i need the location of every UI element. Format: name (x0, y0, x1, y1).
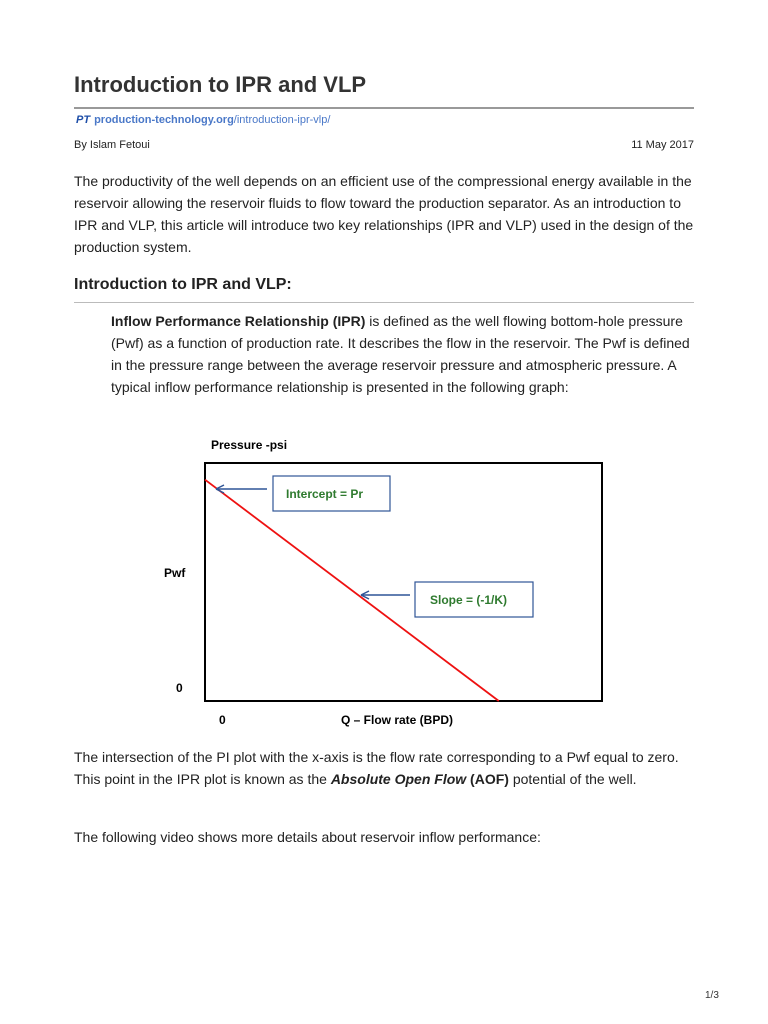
ipr-term: Inflow Performance Relationship (IPR) (111, 313, 366, 329)
ipr-paragraph (111, 310, 701, 398)
video-intro: The following video shows more details about reservoir inflow performance: (74, 829, 541, 845)
aof-abbr: (AOF) (470, 771, 509, 787)
title-divider (74, 107, 694, 109)
slope-label: Slope = (-1/K) (430, 593, 508, 607)
byline (74, 139, 694, 151)
ipr-text: is defined as the well flowing bottom-hole pressure (Pwf) as a function of production rate. It describes the flow in the reservoir. The Pwf is defined in the pressure range between the average reservoir pressure and atmospheric pressure. A typical inflow performance relationship is presented in the following graph: (111, 313, 690, 395)
aof-paragraph (74, 746, 694, 790)
source-link[interactable] (76, 114, 330, 126)
source-domain: production-technology.org (94, 114, 234, 126)
publish-date: 11 May 2017 (631, 139, 694, 151)
author: By Islam Fetoui (74, 139, 150, 151)
intercept-label: Intercept = Pr (286, 487, 364, 501)
aof-after: potential of the well. (508, 771, 637, 787)
section-heading: Introduction to IPR and VLP: (74, 276, 292, 293)
section-divider (74, 302, 694, 303)
page-number: 1/3 (705, 990, 719, 1001)
x-axis-label: Q – Flow rate (BPD) (341, 713, 454, 727)
plot-frame (205, 463, 602, 701)
aof-term: Absolute Open Flow (330, 771, 467, 787)
y-axis-label: Pwf (164, 566, 186, 580)
y-tick-label: 0 (176, 681, 183, 695)
chart-title: Pressure -psi (211, 438, 288, 452)
site-logo-icon: PT (76, 114, 91, 126)
aof-before: The intersection of the PI plot with the x-axis is the flow rate corresponding to a Pwf equal to zero. This point in the IPR plot is known as the (74, 749, 679, 787)
x-tick-label: 0 (219, 713, 226, 727)
source-path: /introduction-ipr-vlp/ (233, 114, 331, 126)
ipr-chart (150, 432, 610, 732)
intro-paragraph: The productivity of the well depends on an efficient use of the compressional energy available in the reservoir allowing the reservoir fluids to flow toward the production separator. As an introduction to IPR and VLP, this article will introduce two key relationships (IPR and VLP) used in the design of the production system. (74, 173, 694, 255)
page-title: Introduction to IPR and VLP (74, 72, 367, 97)
